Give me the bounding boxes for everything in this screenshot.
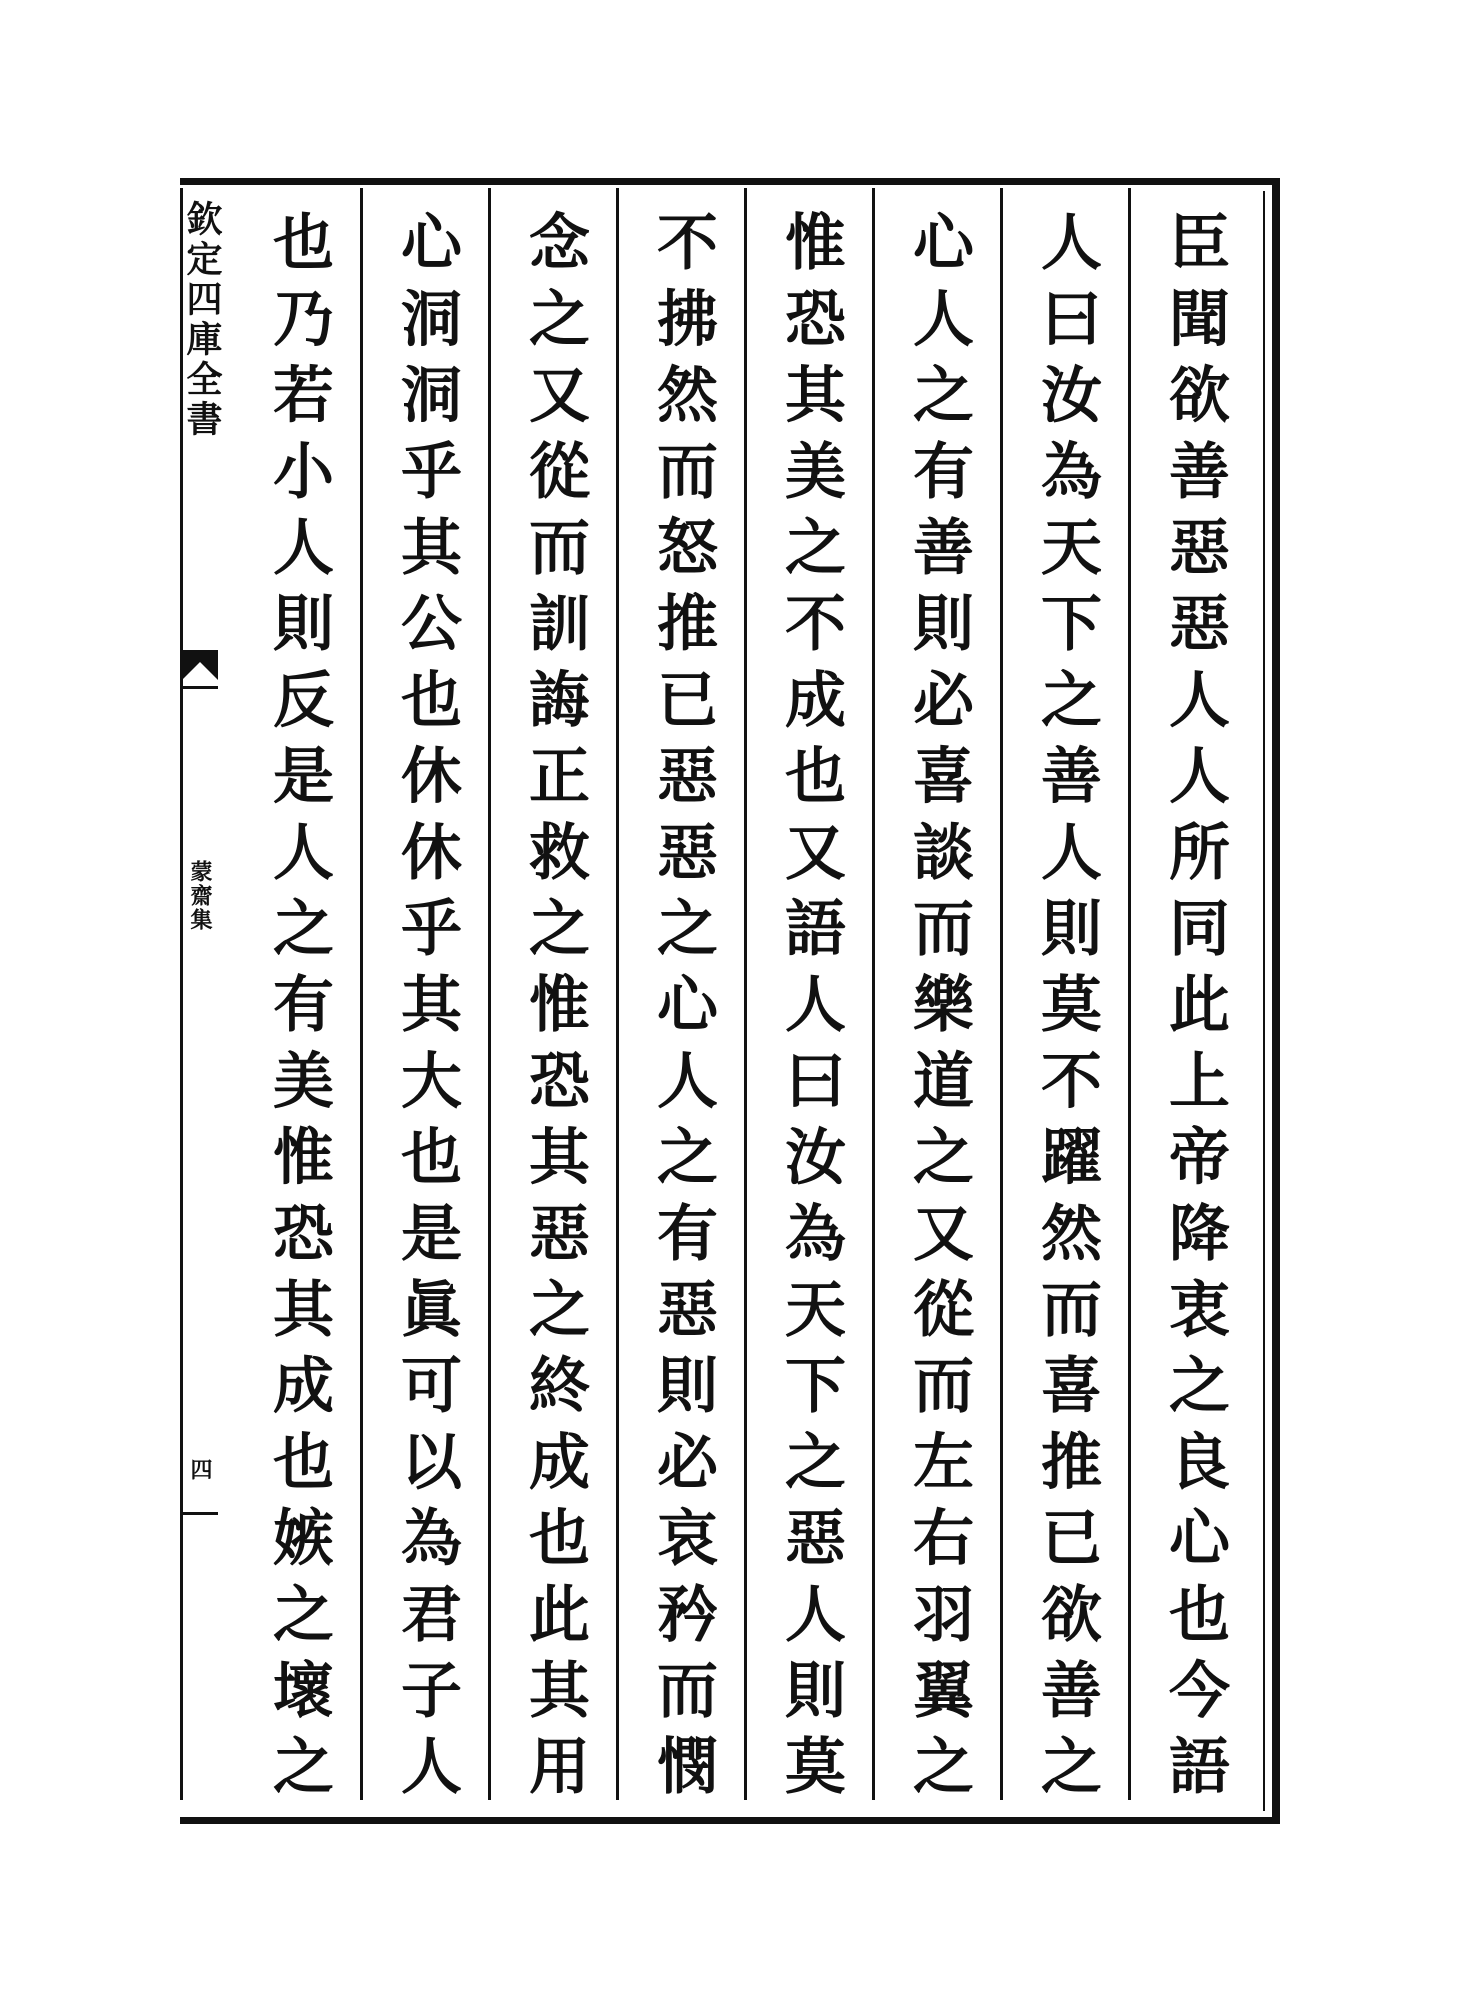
column-text: 心洞洞乎其公也休休乎其大也是眞可以為君子人 [391, 210, 462, 1811]
text-column [490, 188, 618, 1811]
text-column [1002, 188, 1130, 1811]
column-text: 不拂然而怒推已惡惡之心人之有惡則必哀矜而憫 [647, 210, 718, 1811]
margin-divider [182, 1512, 218, 1515]
margin-divider [182, 686, 218, 689]
text-column [874, 188, 1002, 1811]
text-column [234, 188, 362, 1811]
column-text: 也乃若小人則反是人之有美惟恐其成也嫉之壞之 [263, 210, 334, 1811]
page-number: 四 [187, 1458, 213, 1480]
column-text: 念之又從而訓誨正救之惟恐其惡之終成也此其用 [519, 210, 590, 1811]
book-title: 欽定四庫全書 [181, 200, 223, 440]
column-text: 惟恐其美之不成也又語人曰汝為天下之惡人則莫 [775, 210, 846, 1811]
text-block [218, 188, 1258, 1811]
column-text: 人曰汝為天下之善人則莫不躍然而喜推已欲善之 [1031, 210, 1102, 1811]
collection-title: 蒙齋集 [187, 860, 213, 932]
text-column [746, 188, 874, 1811]
text-column [618, 188, 746, 1811]
column-text: 心人之有善則必喜談而樂道之又從而左右羽翼之 [903, 210, 974, 1811]
column-text: 臣聞欲善惡惡人人所同此上帝降衷之良心也今語 [1159, 210, 1230, 1811]
text-column [362, 188, 490, 1811]
text-column [1130, 188, 1258, 1811]
